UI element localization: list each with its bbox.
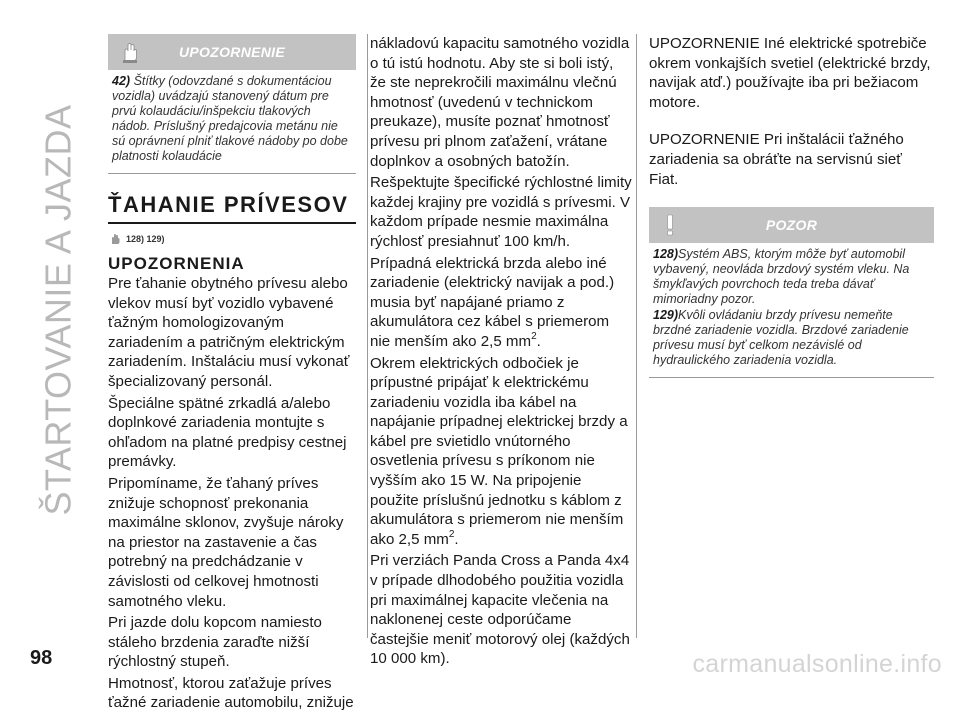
column-divider [636,34,637,638]
subheading: UPOZORNENIA [108,254,245,273]
body-text [649,34,934,189]
warning-text: Štítky (odovzdané s dokumentáciou vozidla) uvádzajú stanovený dátum pre prvú kolaudáciu/inšpekciu tlakových nádob. Príslušný predajcovia metánu nie sú oprávnení plniť tlakové nádoby po dobe platnosti kolaudácie [112,74,348,163]
section-title: ŤAHANIE PRÍVESOV [108,192,356,224]
watermark: carmanualsonline.info [692,650,942,678]
body-text [108,274,356,713]
warning-text: Kvôli ovládaniu brzdy prívesu nemeňte brzdné zariadenie vozidla. Brzdové zariadenie prívesu musí byť celkom nezávislé od hydraulického zariadenia vozidla. [653,308,909,368]
warning-ref: 128) [653,247,679,262]
warning-header [649,207,934,243]
warning-box-caution [649,207,934,378]
exclamation-warning-icon [657,212,683,238]
reference-marks [108,230,356,248]
paragraph: UPOZORNENIE Pri inštalácii ťažného zariadenia sa obráťte na servisnú sieť Fiat. [649,131,904,188]
paragraph: Prípadná elektrická brzda alebo iné zariadenie (elektrický navijak a pod.) musia byť napájané priamo z akumulátora cez kábel s priemerom nie menším ako 2,5 $mm^2$. [370,254,615,350]
warning-ref: 42) [112,74,131,88]
warning-ref: 129) [653,308,679,323]
warning-title: UPOZORNENIE [179,44,285,60]
reference-numbers: 128) 129) [126,234,165,244]
column-2 [370,34,632,671]
column-1 [108,34,356,715]
warning-text: Systém ABS, ktorým môže byť automobil vybavený, neovláda brzdový systém vleku. Na šmykľavých povrchoch teda treba dávať mimoriadny pozor. [653,247,910,307]
column-divider [367,34,368,638]
warning-header [108,34,356,70]
hand-reference-icon [108,232,122,246]
paragraph: Hmotnosť, ktorou zaťažuje príves ťažné zariadenie automobilu, znižuje [108,674,354,712]
warning-body [108,70,356,173]
page-number: 98 [30,647,53,669]
hand-warning-icon [116,39,142,65]
chapter-side-title: ŠTARTOVANIE A JAZDA [37,104,79,516]
paragraph: Pripomíname, že ťahaný príves znižuje schopnosť prekonania maximálne sklonov, zvyšuje nároky na priestor na zastavenie a čas potrebný na predchádzanie v závislosti od celkovej hmotnosti samotného vleku. [108,474,344,610]
paragraph: Okrem elektrických odbočiek je prípustné pripájať k elektrickému zariadeniu vozidla iba kábel na napájanie prípadnej elektrickej brzdy a kábel pre svietidlo vnútorného osvetlenia prívesu s príkonom nie vyšším ako 15 W. Na pripojenie použite príslušnú jednotku s káblom z akumulátora s priemerom nie menším ako 2,5 $mm^2$. [370,354,628,548]
paragraph: Pri verziách Panda Cross a Panda 4x4 v prípade dlhodobého použitia vozidla pri maximálnej kapacite vlečenia na naklonenej ceste odporúčame častejšie meniť motorový olej (každých 10 000 km). [370,552,630,668]
paragraph: Pri jazde dolu kopcom namiesto stáleho brzdenia zaraďte nižší rýchlostný stupeň. [108,614,322,671]
warning-title: POZOR [765,217,818,234]
paragraph: Rešpektujte špecifické rýchlostné limity každej krajiny pre vozidlá s prívesmi. V každom prípade nesmie maximálna rýchlosť presiahnuť 100 km/h. [370,174,632,250]
warning-box-gas [108,34,356,174]
paragraph: Pre ťahanie obytného prívesu alebo vlekov musí byť vozidlo vybavené ťažným homologizovaným zariadením a patričným elektrickým zariadením. Inštaláciu musí vykonať špecializovaný personál. [108,275,350,390]
body-text [370,34,632,669]
warning-body [649,243,934,377]
paragraph: UPOZORNENIE Iné elektrické spotrebiče okrem vonkajších svetiel (elektrické brzdy, navijak atď.) používajte iba pri bežiacom motore. [649,35,931,111]
paragraph: nákladovú kapacitu samotného vozidla o tú istú hodnotu. Aby ste si boli istý, že ste neprekročili maximálnu vlečnú hmotnosť (uvedenú v technickom preukaze), musíte poznať hmotnosť prívesu pri plnom zaťažení, vrátane doplnkov a osobných batožín. [370,35,630,170]
paragraph: Špeciálne spätné zrkadlá a/alebo doplnkové zariadenia montujte s ohľadom na platné predpisy cestnej premávky. [108,394,347,471]
column-3 [649,34,934,378]
